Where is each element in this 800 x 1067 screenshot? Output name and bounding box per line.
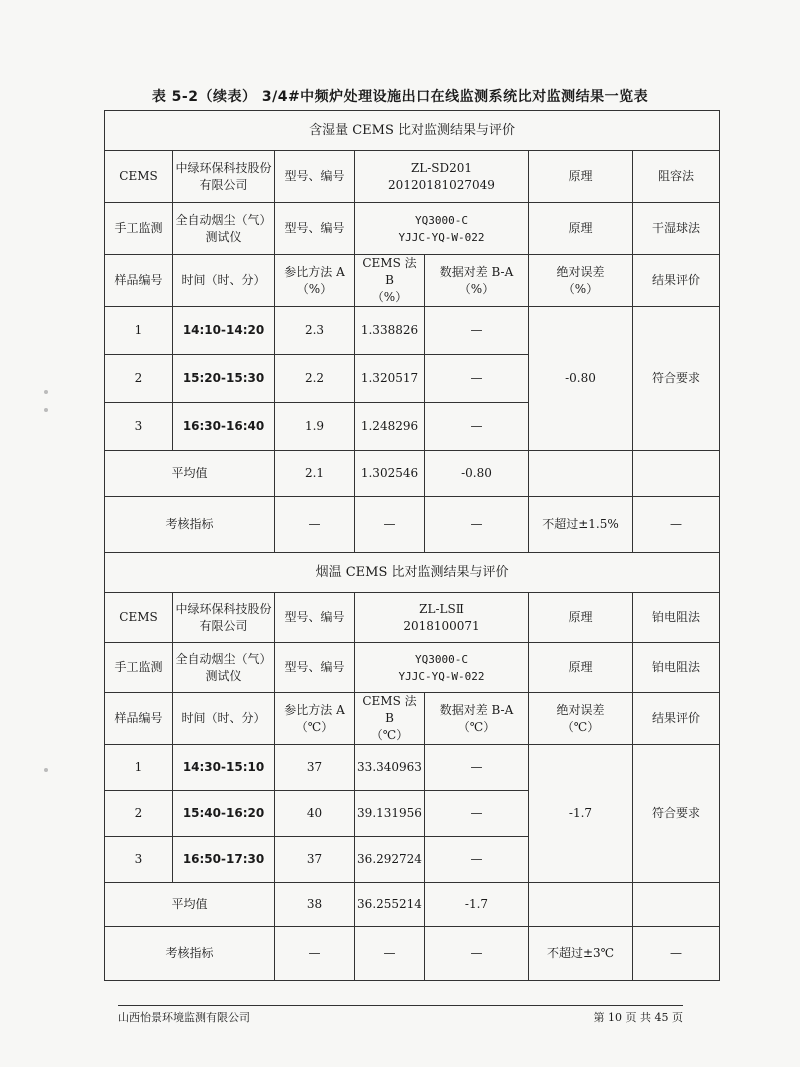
value-b: 1.338826: [355, 307, 425, 355]
avg-label: 平均值: [105, 451, 275, 497]
abs-error: -0.80: [529, 307, 633, 451]
header-ref-a: 参比方法 A （%）: [275, 255, 355, 307]
header-diff: 数据对差 B-A （%）: [425, 255, 529, 307]
avg-diff: -1.7: [425, 883, 529, 927]
header-sample: 样品编号: [105, 255, 173, 307]
avg-b: 1.302546: [355, 451, 425, 497]
header-diff: 数据对差 B-A （℃）: [425, 693, 529, 745]
index-b: —: [355, 927, 425, 981]
value-diff: —: [425, 403, 529, 451]
cems-principle: 铂电阻法: [633, 593, 720, 643]
cems-model: ZL-SD201 20120181027049: [355, 151, 529, 203]
model-label: 型号、编号: [275, 593, 355, 643]
abs-error: -1.7: [529, 745, 633, 883]
value-diff: —: [425, 745, 529, 791]
index-label: 考核指标: [105, 927, 275, 981]
table-row: [105, 745, 720, 791]
avg-abs-error-blank: [529, 451, 633, 497]
header-sample: 样品编号: [105, 693, 173, 745]
header-cems-b: CEMS 法 B （%）: [355, 255, 425, 307]
avg-a: 38: [275, 883, 355, 927]
sample-time: 16:30-16:40: [173, 403, 275, 451]
value-a: 2.2: [275, 355, 355, 403]
temperature-section-title: 烟温 CEMS 比对监测结果与评价: [105, 553, 720, 593]
avg-a: 2.1: [275, 451, 355, 497]
sample-time: 15:20-15:30: [173, 355, 275, 403]
value-b: 1.320517: [355, 355, 425, 403]
value-diff: —: [425, 355, 529, 403]
manual-model: YQ3000-C YJJC-YQ-W-022: [355, 203, 529, 255]
sample-no: 3: [105, 403, 173, 451]
cems-principle: 阻容法: [633, 151, 720, 203]
scan-speck: [44, 768, 48, 772]
avg-eval-blank: [633, 883, 720, 927]
temperature-manual-row: [105, 643, 720, 693]
model-label: 型号、编号: [275, 151, 355, 203]
header-time: 时间（时、分）: [173, 693, 275, 745]
value-diff: —: [425, 791, 529, 837]
sample-no: 1: [105, 307, 173, 355]
principle-label: 原理: [529, 643, 633, 693]
sample-time: 15:40-16:20: [173, 791, 275, 837]
model-label: 型号、编号: [275, 643, 355, 693]
index-a: —: [275, 927, 355, 981]
sample-no: 1: [105, 745, 173, 791]
manual-device: 全自动烟尘（气）测试仪: [173, 643, 275, 693]
value-a: 37: [275, 837, 355, 883]
sample-no: 2: [105, 791, 173, 837]
humidity-manual-row: [105, 203, 720, 255]
footer-company: 山西怡景环境监测有限公司: [118, 1011, 250, 1024]
cems-model: ZL-LSⅡ 2018100071: [355, 593, 529, 643]
table-row: [105, 307, 720, 355]
value-diff: —: [425, 307, 529, 355]
comparison-table: [104, 110, 720, 981]
manual-model: YQ3000-C YJJC-YQ-W-022: [355, 643, 529, 693]
table-title: 表 5-2（续表） 3/4#中频炉处理设施出口在线监测系统比对监测结果一览表: [151, 89, 649, 105]
sample-time: 16:50-17:30: [173, 837, 275, 883]
index-eval: —: [633, 497, 720, 553]
index-a: —: [275, 497, 355, 553]
value-a: 37: [275, 745, 355, 791]
scan-speck: [44, 408, 48, 412]
evaluation: 符合要求: [633, 745, 720, 883]
principle-label: 原理: [529, 203, 633, 255]
sample-no: 3: [105, 837, 173, 883]
index-row: [105, 497, 720, 553]
avg-diff: -0.80: [425, 451, 529, 497]
avg-eval-blank: [633, 451, 720, 497]
header-eval: 结果评价: [633, 255, 720, 307]
cems-label: CEMS: [105, 151, 173, 203]
sample-time: 14:10-14:20: [173, 307, 275, 355]
humidity-cems-row: [105, 151, 720, 203]
model-label: 型号、编号: [275, 203, 355, 255]
avg-label: 平均值: [105, 883, 275, 927]
temperature-section-row: [105, 553, 720, 593]
value-b: 1.248296: [355, 403, 425, 451]
index-label: 考核指标: [105, 497, 275, 553]
principle-label: 原理: [529, 593, 633, 643]
header-ref-a: 参比方法 A （℃）: [275, 693, 355, 745]
header-abs-err: 绝对误差 （℃）: [529, 693, 633, 745]
header-time: 时间（时、分）: [173, 255, 275, 307]
index-diff: —: [425, 927, 529, 981]
value-a: 40: [275, 791, 355, 837]
manual-device: 全自动烟尘（气）测试仪: [173, 203, 275, 255]
value-a: 1.9: [275, 403, 355, 451]
manual-principle: 干湿球法: [633, 203, 720, 255]
sample-time: 14:30-15:10: [173, 745, 275, 791]
principle-label: 原理: [529, 151, 633, 203]
index-eval: —: [633, 927, 720, 981]
index-b: —: [355, 497, 425, 553]
manual-label: 手工监测: [105, 643, 173, 693]
avg-b: 36.255214: [355, 883, 425, 927]
index-limit: 不超过±3℃: [529, 927, 633, 981]
cems-vendor: 中绿环保科技股份有限公司: [173, 593, 275, 643]
cems-vendor: 中绿环保科技股份有限公司: [173, 151, 275, 203]
index-limit: 不超过±1.5%: [529, 497, 633, 553]
footer-page-number: 第 10 页 共 45 页: [593, 1011, 683, 1024]
value-b: 33.340963: [355, 745, 425, 791]
scan-speck: [44, 390, 48, 394]
temperature-header-row: [105, 693, 720, 745]
page-footer: [118, 1005, 683, 1024]
temperature-cems-row: [105, 593, 720, 643]
manual-principle: 铂电阻法: [633, 643, 720, 693]
sample-no: 2: [105, 355, 173, 403]
header-abs-err: 绝对误差 （%）: [529, 255, 633, 307]
index-row: [105, 927, 720, 981]
value-b: 39.131956: [355, 791, 425, 837]
value-b: 36.292724: [355, 837, 425, 883]
cems-label: CEMS: [105, 593, 173, 643]
evaluation: 符合要求: [633, 307, 720, 451]
average-row: [105, 883, 720, 927]
humidity-section-title: 含湿量 CEMS 比对监测结果与评价: [105, 111, 720, 151]
manual-label: 手工监测: [105, 203, 173, 255]
value-a: 2.3: [275, 307, 355, 355]
average-row: [105, 451, 720, 497]
humidity-section-row: [105, 111, 720, 151]
humidity-header-row: [105, 255, 720, 307]
index-diff: —: [425, 497, 529, 553]
value-diff: —: [425, 837, 529, 883]
header-eval: 结果评价: [633, 693, 720, 745]
header-cems-b: CEMS 法 B （℃）: [355, 693, 425, 745]
avg-abs-error-blank: [529, 883, 633, 927]
